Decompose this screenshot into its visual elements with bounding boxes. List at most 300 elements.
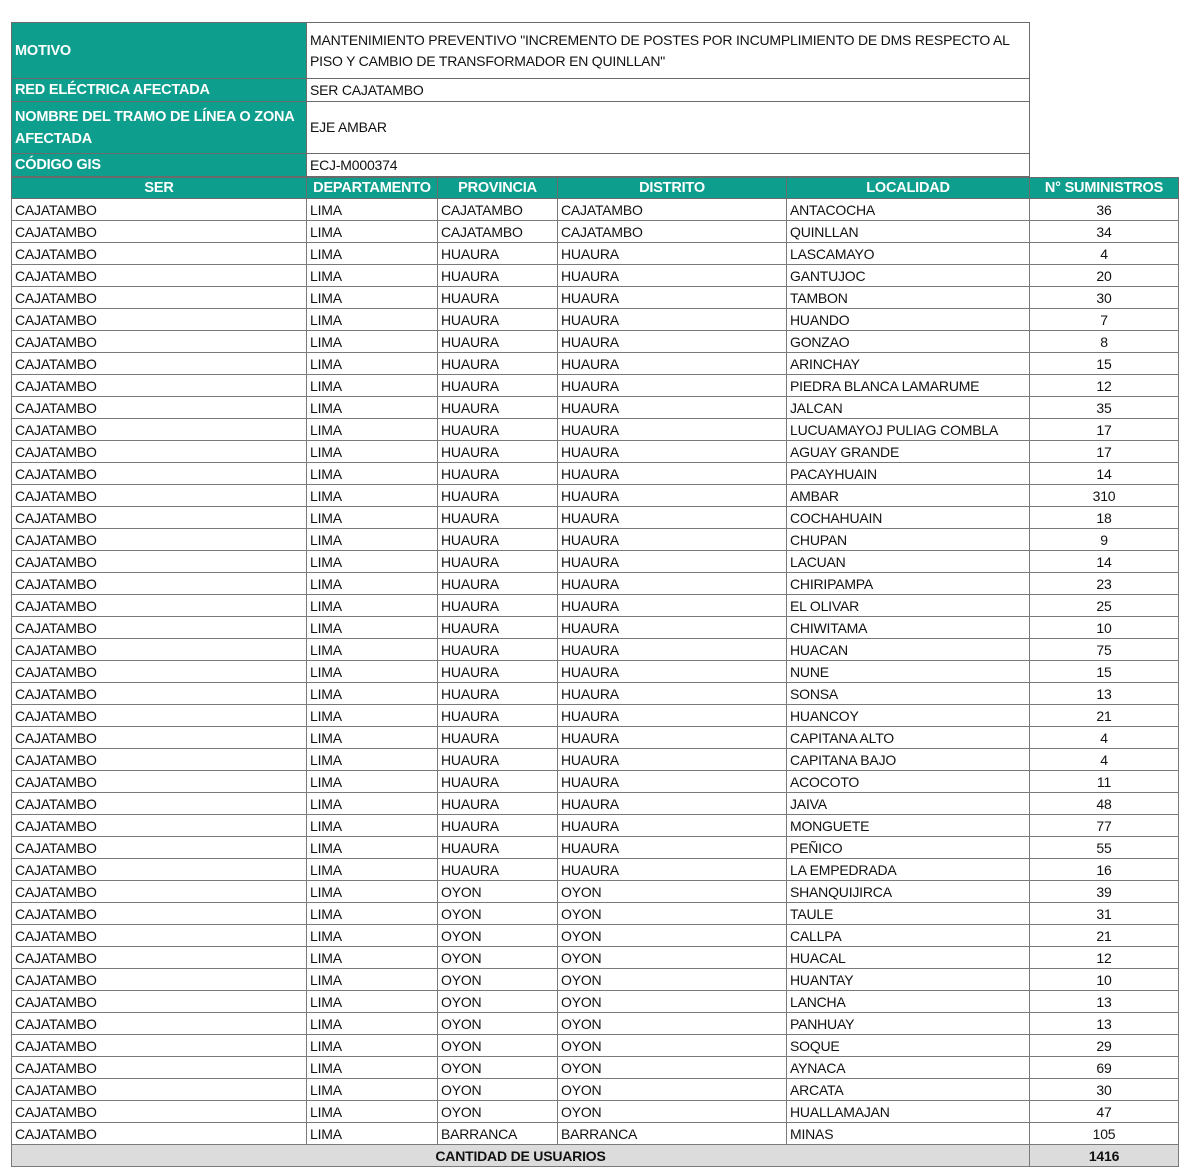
table-row	[12, 903, 1179, 925]
cell-departamento: LIMA	[307, 529, 438, 551]
cell-departamento: LIMA	[307, 1057, 438, 1079]
table-row	[12, 793, 1179, 815]
cell-provincia: OYON	[438, 925, 558, 947]
cell-localidad: SHANQUIJIRCA	[787, 881, 1030, 903]
gis-row	[12, 154, 1030, 177]
cell-suministros: 17	[1030, 419, 1179, 441]
cell-ser: CAJATAMBO	[12, 837, 307, 859]
cell-ser: CAJATAMBO	[12, 287, 307, 309]
cell-departamento: LIMA	[307, 639, 438, 661]
cell-distrito: OYON	[558, 969, 787, 991]
cell-distrito: HUAURA	[558, 705, 787, 727]
cell-provincia: OYON	[438, 1013, 558, 1035]
cell-provincia: HUAURA	[438, 617, 558, 639]
cell-provincia: HUAURA	[438, 353, 558, 375]
table-row	[12, 1057, 1179, 1079]
cell-departamento: LIMA	[307, 837, 438, 859]
cell-ser: CAJATAMBO	[12, 661, 307, 683]
cell-suministros: 4	[1030, 243, 1179, 265]
cell-ser: CAJATAMBO	[12, 419, 307, 441]
cell-suministros: 47	[1030, 1101, 1179, 1123]
cell-departamento: LIMA	[307, 859, 438, 881]
cell-suministros: 48	[1030, 793, 1179, 815]
cell-departamento: LIMA	[307, 991, 438, 1013]
cell-ser: CAJATAMBO	[12, 551, 307, 573]
cell-provincia: HUAURA	[438, 397, 558, 419]
cell-localidad: TAMBON	[787, 287, 1030, 309]
cell-distrito: HUAURA	[558, 595, 787, 617]
cell-distrito: HUAURA	[558, 683, 787, 705]
cell-provincia: OYON	[438, 881, 558, 903]
col-header-distrito: DISTRITO	[558, 178, 787, 199]
table-row	[12, 507, 1179, 529]
cell-ser: CAJATAMBO	[12, 683, 307, 705]
red-label: RED ELÉCTRICA AFECTADA	[12, 79, 307, 102]
cell-localidad: HUALLAMAJAN	[787, 1101, 1030, 1123]
cell-suministros: 105	[1030, 1123, 1179, 1145]
cell-departamento: LIMA	[307, 243, 438, 265]
cell-provincia: HUAURA	[438, 749, 558, 771]
cell-suministros: 14	[1030, 463, 1179, 485]
gis-value: ECJ-M000374	[307, 154, 1030, 177]
table-row	[12, 1035, 1179, 1057]
cell-suministros: 20	[1030, 265, 1179, 287]
cell-localidad: AGUAY GRANDE	[787, 441, 1030, 463]
cell-suministros: 11	[1030, 771, 1179, 793]
outage-notice-sheet	[11, 22, 1178, 1167]
cell-provincia: HUAURA	[438, 463, 558, 485]
cell-provincia: OYON	[438, 1079, 558, 1101]
cell-distrito: OYON	[558, 881, 787, 903]
cell-distrito: HUAURA	[558, 529, 787, 551]
cell-provincia: HUAURA	[438, 573, 558, 595]
cell-provincia: HUAURA	[438, 441, 558, 463]
cell-provincia: HUAURA	[438, 793, 558, 815]
cell-localidad: TAULE	[787, 903, 1030, 925]
table-row	[12, 639, 1179, 661]
cell-suministros: 29	[1030, 1035, 1179, 1057]
cell-suministros: 310	[1030, 485, 1179, 507]
cell-distrito: OYON	[558, 991, 787, 1013]
cell-suministros: 9	[1030, 529, 1179, 551]
cell-departamento: LIMA	[307, 881, 438, 903]
cell-suministros: 12	[1030, 947, 1179, 969]
cell-provincia: HUAURA	[438, 859, 558, 881]
cell-distrito: HUAURA	[558, 815, 787, 837]
cell-ser: CAJATAMBO	[12, 881, 307, 903]
cell-departamento: LIMA	[307, 617, 438, 639]
cell-provincia: HUAURA	[438, 331, 558, 353]
cell-departamento: LIMA	[307, 705, 438, 727]
table-row	[12, 243, 1179, 265]
cell-distrito: OYON	[558, 947, 787, 969]
cell-suministros: 77	[1030, 815, 1179, 837]
table-row	[12, 485, 1179, 507]
cell-provincia: HUAURA	[438, 771, 558, 793]
cell-distrito: HUAURA	[558, 397, 787, 419]
table-row	[12, 705, 1179, 727]
cell-provincia: HUAURA	[438, 815, 558, 837]
table-row	[12, 815, 1179, 837]
table-row	[12, 947, 1179, 969]
cell-departamento: LIMA	[307, 947, 438, 969]
cell-distrito: HUAURA	[558, 727, 787, 749]
cell-localidad: MINAS	[787, 1123, 1030, 1145]
cell-ser: CAJATAMBO	[12, 441, 307, 463]
cell-localidad: LACUAN	[787, 551, 1030, 573]
cell-suministros: 17	[1030, 441, 1179, 463]
cell-ser: CAJATAMBO	[12, 375, 307, 397]
table-row	[12, 463, 1179, 485]
table-row	[12, 859, 1179, 881]
cell-departamento: LIMA	[307, 749, 438, 771]
cell-ser: CAJATAMBO	[12, 243, 307, 265]
cell-distrito: HUAURA	[558, 353, 787, 375]
table-row	[12, 287, 1179, 309]
cell-localidad: LA EMPEDRADA	[787, 859, 1030, 881]
cell-ser: CAJATAMBO	[12, 1057, 307, 1079]
cell-provincia: HUAURA	[438, 683, 558, 705]
table-row	[12, 309, 1179, 331]
cell-distrito: HUAURA	[558, 507, 787, 529]
cell-distrito: HUAURA	[558, 463, 787, 485]
cell-departamento: LIMA	[307, 309, 438, 331]
cell-provincia: BARRANCA	[438, 1123, 558, 1145]
motivo-label: MOTIVO	[12, 23, 307, 79]
cell-ser: CAJATAMBO	[12, 397, 307, 419]
cell-ser: CAJATAMBO	[12, 221, 307, 243]
cell-departamento: LIMA	[307, 199, 438, 221]
cell-distrito: HUAURA	[558, 573, 787, 595]
cell-departamento: LIMA	[307, 331, 438, 353]
cell-localidad: CALLPA	[787, 925, 1030, 947]
table-row	[12, 265, 1179, 287]
table-row	[12, 199, 1179, 221]
cell-distrito: CAJATAMBO	[558, 199, 787, 221]
table-row	[12, 1013, 1179, 1035]
table-row	[12, 221, 1179, 243]
cell-ser: CAJATAMBO	[12, 1035, 307, 1057]
cell-localidad: HUANCOY	[787, 705, 1030, 727]
table-row	[12, 529, 1179, 551]
cell-distrito: CAJATAMBO	[558, 221, 787, 243]
cell-provincia: HUAURA	[438, 705, 558, 727]
cell-ser: CAJATAMBO	[12, 573, 307, 595]
cell-suministros: 25	[1030, 595, 1179, 617]
cell-suministros: 30	[1030, 1079, 1179, 1101]
cell-departamento: LIMA	[307, 815, 438, 837]
cell-departamento: LIMA	[307, 793, 438, 815]
cell-suministros: 69	[1030, 1057, 1179, 1079]
table-row	[12, 595, 1179, 617]
table-row	[12, 837, 1179, 859]
cell-localidad: PEÑICO	[787, 837, 1030, 859]
cell-provincia: HUAURA	[438, 309, 558, 331]
cell-suministros: 55	[1030, 837, 1179, 859]
cell-provincia: OYON	[438, 991, 558, 1013]
cell-distrito: HUAURA	[558, 617, 787, 639]
cell-suministros: 10	[1030, 969, 1179, 991]
cell-provincia: HUAURA	[438, 287, 558, 309]
cell-distrito: OYON	[558, 903, 787, 925]
cell-localidad: JALCAN	[787, 397, 1030, 419]
cell-ser: CAJATAMBO	[12, 485, 307, 507]
motivo-value: MANTENIMIENTO PREVENTIVO "INCREMENTO DE POSTES POR INCUMPLIMIENTO DE DMS RESPECTO AL PISO Y CAMBIO DE TRANSFORMADOR EN QUINLLAN"	[307, 23, 1030, 79]
cell-distrito: HUAURA	[558, 419, 787, 441]
table-row	[12, 573, 1179, 595]
table-row	[12, 617, 1179, 639]
cell-suministros: 75	[1030, 639, 1179, 661]
cell-departamento: LIMA	[307, 1123, 438, 1145]
cell-ser: CAJATAMBO	[12, 463, 307, 485]
cell-provincia: OYON	[438, 1035, 558, 1057]
cell-ser: CAJATAMBO	[12, 749, 307, 771]
tramo-label: NOMBRE DEL TRAMO DE LÍNEA O ZONA AFECTADA	[12, 102, 307, 154]
cell-ser: CAJATAMBO	[12, 353, 307, 375]
cell-provincia: HUAURA	[438, 661, 558, 683]
cell-provincia: HUAURA	[438, 243, 558, 265]
cell-departamento: LIMA	[307, 397, 438, 419]
cell-localidad: SONSA	[787, 683, 1030, 705]
cell-provincia: OYON	[438, 969, 558, 991]
cell-ser: CAJATAMBO	[12, 947, 307, 969]
cell-localidad: HUACAN	[787, 639, 1030, 661]
cell-departamento: LIMA	[307, 1079, 438, 1101]
cell-departamento: LIMA	[307, 265, 438, 287]
cell-departamento: LIMA	[307, 287, 438, 309]
cell-provincia: HUAURA	[438, 595, 558, 617]
cell-distrito: HUAURA	[558, 485, 787, 507]
cell-suministros: 21	[1030, 925, 1179, 947]
cell-localidad: LASCAMAYO	[787, 243, 1030, 265]
cell-departamento: LIMA	[307, 969, 438, 991]
cell-localidad: EL OLIVAR	[787, 595, 1030, 617]
cell-ser: CAJATAMBO	[12, 617, 307, 639]
cell-ser: CAJATAMBO	[12, 199, 307, 221]
cell-ser: CAJATAMBO	[12, 639, 307, 661]
table-row	[12, 991, 1179, 1013]
cell-distrito: HUAURA	[558, 375, 787, 397]
cell-distrito: OYON	[558, 925, 787, 947]
cell-localidad: GANTUJOC	[787, 265, 1030, 287]
table-row	[12, 551, 1179, 573]
cell-ser: CAJATAMBO	[12, 331, 307, 353]
cell-suministros: 13	[1030, 683, 1179, 705]
cell-localidad: PIEDRA BLANCA LAMARUME	[787, 375, 1030, 397]
cell-ser: CAJATAMBO	[12, 507, 307, 529]
table-row	[12, 1079, 1179, 1101]
cell-departamento: LIMA	[307, 375, 438, 397]
cell-distrito: HUAURA	[558, 639, 787, 661]
cell-distrito: HUAURA	[558, 661, 787, 683]
total-row	[12, 1145, 1179, 1167]
cell-departamento: LIMA	[307, 771, 438, 793]
supplies-table	[11, 177, 1179, 1167]
cell-distrito: HUAURA	[558, 243, 787, 265]
cell-ser: CAJATAMBO	[12, 727, 307, 749]
cell-suministros: 23	[1030, 573, 1179, 595]
cell-suministros: 39	[1030, 881, 1179, 903]
cell-departamento: LIMA	[307, 925, 438, 947]
cell-departamento: LIMA	[307, 1013, 438, 1035]
cell-localidad: GONZAO	[787, 331, 1030, 353]
cell-distrito: HUAURA	[558, 309, 787, 331]
cell-ser: CAJATAMBO	[12, 265, 307, 287]
cell-suministros: 36	[1030, 199, 1179, 221]
cell-distrito: OYON	[558, 1013, 787, 1035]
cell-distrito: OYON	[558, 1101, 787, 1123]
cell-localidad: CAPITANA BAJO	[787, 749, 1030, 771]
cell-distrito: BARRANCA	[558, 1123, 787, 1145]
cell-distrito: HUAURA	[558, 265, 787, 287]
cell-distrito: HUAURA	[558, 749, 787, 771]
cell-localidad: COCHAHUAIN	[787, 507, 1030, 529]
cell-departamento: LIMA	[307, 595, 438, 617]
cell-provincia: CAJATAMBO	[438, 221, 558, 243]
outage-info-table	[11, 22, 1030, 177]
cell-ser: CAJATAMBO	[12, 529, 307, 551]
cell-distrito: HUAURA	[558, 331, 787, 353]
cell-departamento: LIMA	[307, 441, 438, 463]
cell-ser: CAJATAMBO	[12, 1101, 307, 1123]
cell-suministros: 7	[1030, 309, 1179, 331]
cell-suministros: 35	[1030, 397, 1179, 419]
cell-provincia: OYON	[438, 947, 558, 969]
cell-distrito: HUAURA	[558, 771, 787, 793]
table-row	[12, 749, 1179, 771]
cell-distrito: HUAURA	[558, 793, 787, 815]
cell-localidad: CHIWITAMA	[787, 617, 1030, 639]
cell-suministros: 4	[1030, 749, 1179, 771]
cell-ser: CAJATAMBO	[12, 1123, 307, 1145]
cell-localidad: HUACAL	[787, 947, 1030, 969]
red-value: SER CAJATAMBO	[307, 79, 1030, 102]
cell-suministros: 15	[1030, 353, 1179, 375]
col-header-departamento: DEPARTAMENTO	[307, 178, 438, 199]
cell-localidad: SOQUE	[787, 1035, 1030, 1057]
cell-ser: CAJATAMBO	[12, 903, 307, 925]
cell-localidad: CHUPAN	[787, 529, 1030, 551]
table-row	[12, 661, 1179, 683]
total-value: 1416	[1030, 1145, 1179, 1167]
red-row	[12, 79, 1030, 102]
cell-localidad: CHIRIPAMPA	[787, 573, 1030, 595]
cell-distrito: OYON	[558, 1035, 787, 1057]
table-row	[12, 1101, 1179, 1123]
cell-ser: CAJATAMBO	[12, 991, 307, 1013]
cell-distrito: OYON	[558, 1079, 787, 1101]
cell-ser: CAJATAMBO	[12, 815, 307, 837]
cell-suministros: 8	[1030, 331, 1179, 353]
cell-provincia: OYON	[438, 1057, 558, 1079]
cell-distrito: HUAURA	[558, 837, 787, 859]
cell-provincia: HUAURA	[438, 727, 558, 749]
cell-localidad: PACAYHUAIN	[787, 463, 1030, 485]
cell-departamento: LIMA	[307, 463, 438, 485]
table-row	[12, 1123, 1179, 1145]
cell-suministros: 18	[1030, 507, 1179, 529]
cell-localidad: MONGUETE	[787, 815, 1030, 837]
cell-suministros: 13	[1030, 1013, 1179, 1035]
cell-suministros: 21	[1030, 705, 1179, 727]
cell-ser: CAJATAMBO	[12, 793, 307, 815]
table-row	[12, 683, 1179, 705]
cell-suministros: 14	[1030, 551, 1179, 573]
cell-departamento: LIMA	[307, 221, 438, 243]
cell-localidad: QUINLLAN	[787, 221, 1030, 243]
cell-localidad: AMBAR	[787, 485, 1030, 507]
cell-departamento: LIMA	[307, 551, 438, 573]
cell-provincia: CAJATAMBO	[438, 199, 558, 221]
cell-departamento: LIMA	[307, 903, 438, 925]
cell-provincia: HUAURA	[438, 507, 558, 529]
table-row	[12, 925, 1179, 947]
cell-provincia: HUAURA	[438, 551, 558, 573]
tramo-value: EJE AMBAR	[307, 102, 1030, 154]
cell-departamento: LIMA	[307, 661, 438, 683]
cell-ser: CAJATAMBO	[12, 1013, 307, 1035]
cell-localidad: JAIVA	[787, 793, 1030, 815]
cell-localidad: NUNE	[787, 661, 1030, 683]
cell-ser: CAJATAMBO	[12, 859, 307, 881]
cell-provincia: HUAURA	[438, 485, 558, 507]
cell-departamento: LIMA	[307, 485, 438, 507]
cell-distrito: HUAURA	[558, 859, 787, 881]
cell-ser: CAJATAMBO	[12, 925, 307, 947]
cell-suministros: 16	[1030, 859, 1179, 881]
cell-provincia: HUAURA	[438, 639, 558, 661]
cell-localidad: PANHUAY	[787, 1013, 1030, 1035]
table-row	[12, 969, 1179, 991]
cell-suministros: 12	[1030, 375, 1179, 397]
cell-localidad: LANCHA	[787, 991, 1030, 1013]
table-row	[12, 727, 1179, 749]
cell-provincia: HUAURA	[438, 375, 558, 397]
gis-label: CÓDIGO GIS	[12, 154, 307, 177]
cell-suministros: 30	[1030, 287, 1179, 309]
cell-localidad: ARINCHAY	[787, 353, 1030, 375]
cell-ser: CAJATAMBO	[12, 309, 307, 331]
table-row	[12, 331, 1179, 353]
cell-localidad: HUANDO	[787, 309, 1030, 331]
cell-localidad: ARCATA	[787, 1079, 1030, 1101]
cell-ser: CAJATAMBO	[12, 771, 307, 793]
cell-localidad: AYNACA	[787, 1057, 1030, 1079]
table-row	[12, 419, 1179, 441]
cell-ser: CAJATAMBO	[12, 1079, 307, 1101]
cell-provincia: HUAURA	[438, 529, 558, 551]
cell-distrito: HUAURA	[558, 287, 787, 309]
col-header-ser: SER	[12, 178, 307, 199]
cell-suministros: 15	[1030, 661, 1179, 683]
cell-distrito: HUAURA	[558, 441, 787, 463]
cell-localidad: ANTACOCHA	[787, 199, 1030, 221]
cell-provincia: HUAURA	[438, 265, 558, 287]
cell-ser: CAJATAMBO	[12, 705, 307, 727]
table-row	[12, 771, 1179, 793]
cell-distrito: HUAURA	[558, 551, 787, 573]
cell-provincia: OYON	[438, 1101, 558, 1123]
cell-departamento: LIMA	[307, 1101, 438, 1123]
cell-departamento: LIMA	[307, 353, 438, 375]
tramo-row	[12, 102, 1030, 154]
cell-suministros: 13	[1030, 991, 1179, 1013]
cell-suministros: 31	[1030, 903, 1179, 925]
motivo-row	[12, 23, 1030, 79]
cell-provincia: HUAURA	[438, 837, 558, 859]
cell-departamento: LIMA	[307, 727, 438, 749]
col-header-provincia: PROVINCIA	[438, 178, 558, 199]
